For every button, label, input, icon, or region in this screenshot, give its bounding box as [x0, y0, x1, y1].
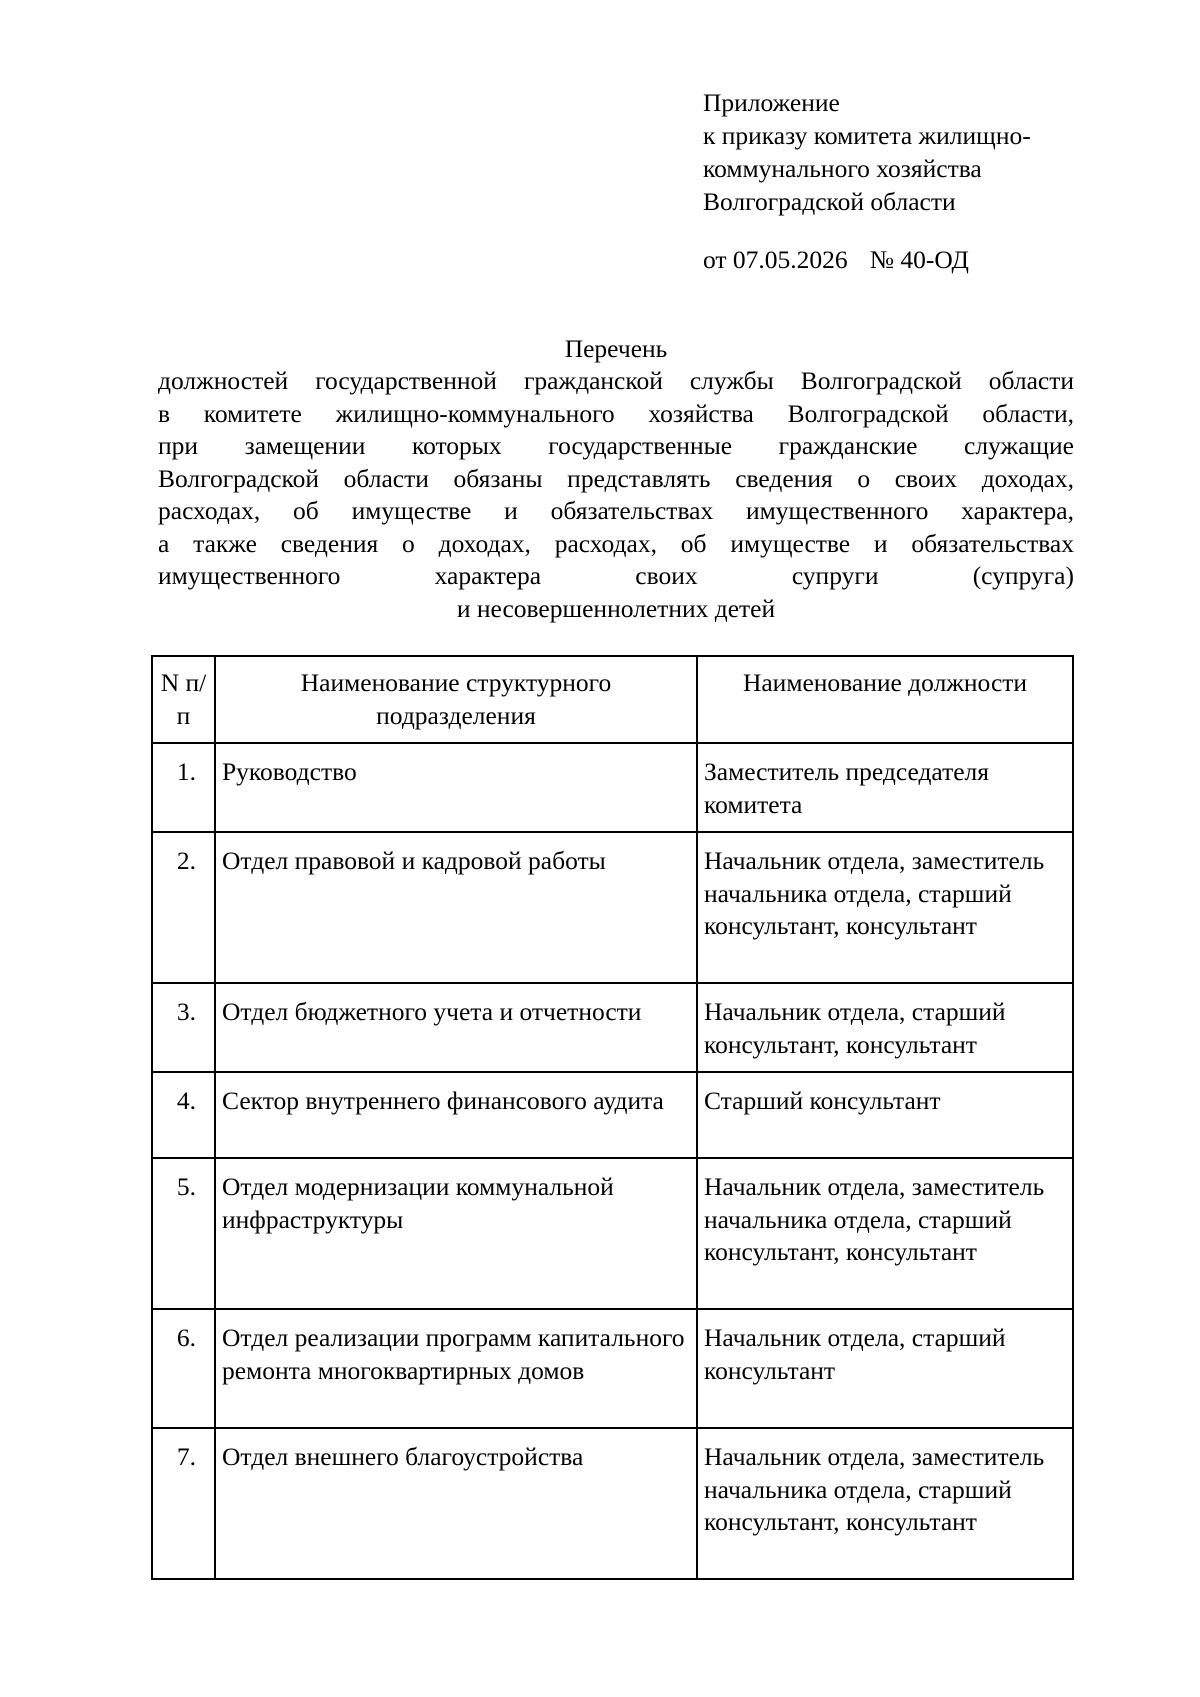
row-position: Начальник отдела, старший консультант [697, 1309, 1073, 1428]
row-dept: Отдел правовой и кадровой работы [215, 832, 697, 983]
document-title: Перечень [564, 334, 668, 363]
header-position: Наименование должности [697, 656, 1073, 743]
subtitle-line: расходах, об имуществе и обязательствах имущественного характера, [158, 496, 1074, 525]
table-row [152, 743, 1073, 832]
subtitle-line: при замещении которых государственные гражданские служащие [158, 431, 1074, 460]
table-header-row [152, 656, 1073, 743]
row-num: 2. [152, 832, 215, 983]
row-num: 5. [152, 1158, 215, 1309]
document-subtitle [158, 365, 1074, 625]
subtitle-line: а также сведения о доходах, расходах, об имуществе и обязательствах [158, 528, 1074, 558]
attachment-header [703, 86, 1031, 218]
order-number: № 40-ОД [869, 245, 969, 274]
table-row [152, 983, 1073, 1072]
row-position: Начальник отдела, старший консультант, консультант [697, 983, 1073, 1072]
subtitle-line: должностей государственной гражданской службы Волгоградской области [158, 366, 1074, 395]
attachment-line: Волгоградской области [703, 187, 956, 216]
header-num: N п/п [152, 656, 215, 743]
row-position: Начальник отдела, заместитель начальника отдела, старший консультант, консультант [697, 832, 1073, 983]
attachment-line: Приложение [703, 88, 840, 117]
header-dept: Наименование структурного подразделения [215, 656, 697, 743]
order-date: от 07.05.2026 [703, 245, 848, 274]
subtitle-line: в комитете жилищно-коммунального хозяйства Волгоградской области, [158, 398, 1074, 428]
subtitle-line: имущественного характера своих супруги (супруга) [158, 561, 1074, 590]
row-dept: Отдел бюджетного учета и отчетности [215, 983, 697, 1072]
positions-table [151, 655, 1074, 1580]
attachment-line: коммунального хозяйства [703, 154, 982, 183]
row-dept: Отдел внешнего благоустройства [215, 1428, 697, 1579]
row-num: 7. [152, 1428, 215, 1579]
table-row [152, 1309, 1073, 1428]
row-position: Начальник отдела, заместитель начальника отдела, старший консультант, консультант [697, 1428, 1073, 1579]
row-position: Заместитель председателя комитета [697, 743, 1073, 832]
row-num: 3. [152, 983, 215, 1072]
row-num: 1. [152, 743, 215, 832]
row-num: 4. [152, 1072, 215, 1158]
subtitle-line: и несовершеннолетних детей [456, 593, 776, 623]
row-num: 6. [152, 1309, 215, 1428]
row-position: Начальник отдела, заместитель начальника отдела, старший консультант, консультант [697, 1158, 1073, 1309]
row-dept: Отдел реализации программ капитального ремонта многоквартирных домов [215, 1309, 697, 1428]
table-row [152, 1072, 1073, 1158]
row-position: Старший консультант [697, 1072, 1073, 1158]
table-row [152, 1428, 1073, 1579]
attachment-line: к приказу комитета жилищно- [703, 121, 1031, 150]
table-row [152, 832, 1073, 983]
order-reference [703, 243, 969, 276]
row-dept: Сектор внутреннего финансового аудита [215, 1072, 697, 1158]
row-dept: Руководство [215, 743, 697, 832]
table-row [152, 1158, 1073, 1309]
row-dept: Отдел модернизации коммунальной инфраструктуры [215, 1158, 697, 1309]
subtitle-line: Волгоградской области обязаны представлять сведения о своих доходах, [158, 463, 1074, 493]
